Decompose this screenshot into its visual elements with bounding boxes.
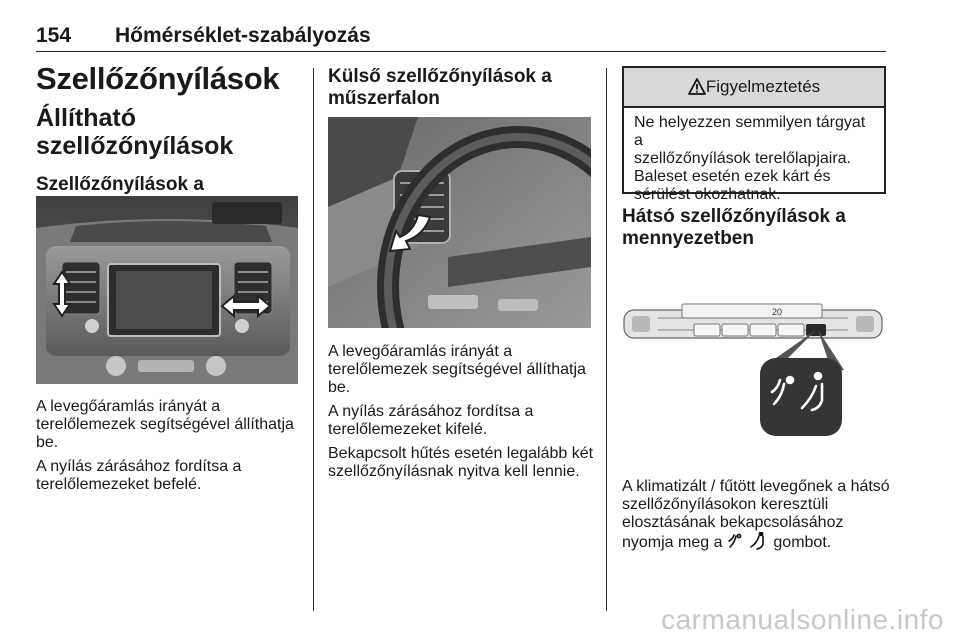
middle-text xyxy=(328,343,603,481)
left-paragraph-1: A levegőáramlás irányát a terelőlemezek segítségével állíthatja be. xyxy=(36,398,294,451)
column-divider-2 xyxy=(606,68,607,611)
dashboard-vents-photo xyxy=(36,196,298,384)
left-paragraph-2: A nyílás zárásához fordítsa a terelőlemezeket befelé. xyxy=(36,458,242,493)
middle-paragraph-2: A nyílás zárásához fordítsa a terelőlemezeket kifelé. xyxy=(328,403,534,438)
middle-heading: Külső szellőzőnyílások a műszerfalon xyxy=(328,66,552,109)
right-heading-block xyxy=(622,206,892,250)
warning-title: Figyelmeztetés xyxy=(705,77,821,96)
chapter-title: Hőmérséklet-szabályozás xyxy=(115,24,371,47)
page-number: 154 xyxy=(36,24,72,47)
middle-paragraph-3: Bekapcsolt hűtés esetén legalább két szellőzőnyílásnak nyitva kell lennie. xyxy=(328,445,594,480)
right-paragraph: A klimatizált / fűtött levegőnek a hátsó szellőzőnyílásokon keresztüli elosztásának bekapcsolásához nyomja meg a gombot. xyxy=(622,478,892,555)
left-column xyxy=(36,62,306,218)
warning-header xyxy=(624,68,884,108)
subsubsection-title: Szellőzőnyílások a xyxy=(36,174,204,195)
section-title: Szellőzőnyílások xyxy=(36,61,280,96)
middle-heading-block xyxy=(328,66,598,110)
column-divider-1 xyxy=(313,68,314,611)
warning-text: Ne helyezzen semmilyen tárgyat a szellőzőnyílások terelőlapjaira. Baleset esetén ezek kárt és sérülést okozhatnak. xyxy=(634,114,866,203)
watermark: carmanualsonline.info xyxy=(661,604,944,635)
rear-ceiling-panel-illustration xyxy=(622,300,886,440)
warning-box xyxy=(622,66,886,203)
left-text xyxy=(36,398,306,494)
page-header xyxy=(36,22,886,52)
panel-temperature-display: 20 xyxy=(772,307,783,317)
right-text xyxy=(622,478,892,555)
rear-air-distribution-icon xyxy=(727,532,769,555)
warning-triangle-icon xyxy=(688,71,706,109)
outer-vent-photo xyxy=(328,117,591,328)
right-heading: Hátsó szellőzőnyílások a mennyezetben xyxy=(622,206,846,249)
middle-paragraph-1: A levegőáramlás irányát a terelőlemezek segítségével állíthatja be. xyxy=(328,343,586,396)
subsection-title: Állítható szellőzőnyílások xyxy=(36,104,234,160)
